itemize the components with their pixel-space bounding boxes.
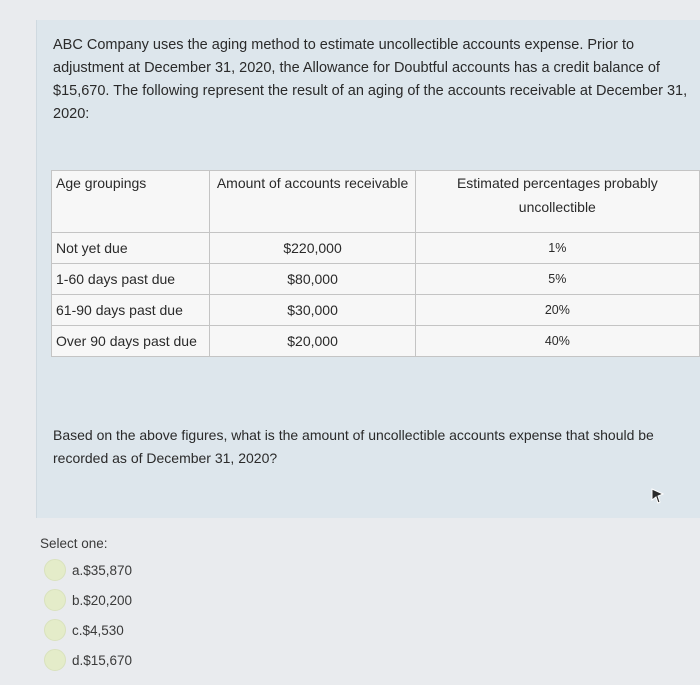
age-group-cell: 1-60 days past due xyxy=(52,264,210,295)
percentage-cell: 1% xyxy=(415,233,699,264)
table-header-row xyxy=(52,171,700,233)
aging-table xyxy=(51,170,700,357)
age-group-cell: Over 90 days past due xyxy=(52,326,210,357)
table-row xyxy=(52,326,700,357)
answer-option-c[interactable] xyxy=(44,617,244,643)
question-panel xyxy=(36,20,700,518)
amount-cell: $30,000 xyxy=(210,295,415,326)
question-prompt: ABC Company uses the aging method to estimate uncollectible accounts expense. Prior to adjustment at December 31, 2020, the Allowance for Doubtful accounts has a credit balance of $15,670. The following represent the result of an aging of the accounts receivable at December 31, 2020: xyxy=(53,37,688,122)
header-estimated-percentage: Estimated percentages probably uncollectible xyxy=(415,171,699,233)
radio-button[interactable] xyxy=(44,589,66,611)
answer-option-d[interactable] xyxy=(44,647,244,673)
answer-option-label: a.$35,870 xyxy=(72,562,133,578)
amount-cell: $20,000 xyxy=(210,326,415,357)
radio-button[interactable] xyxy=(44,559,66,581)
header-age-groupings: Age groupings xyxy=(52,171,210,233)
age-group-cell: 61-90 days past due xyxy=(52,295,210,326)
answer-option-label: b.$20,200 xyxy=(72,592,133,608)
header-amount-receivable: Amount of accounts receivable xyxy=(210,171,415,233)
amount-cell: $220,000 xyxy=(210,233,415,264)
percentage-cell: 5% xyxy=(415,264,699,295)
table-row xyxy=(52,264,700,295)
table-row xyxy=(52,233,700,264)
mouse-cursor-icon xyxy=(651,488,665,504)
table-row xyxy=(52,295,700,326)
amount-cell: $80,000 xyxy=(210,264,415,295)
answer-option-b[interactable] xyxy=(44,587,244,613)
select-one-label: Select one: xyxy=(40,536,108,551)
answer-option-label: d.$15,670 xyxy=(72,652,133,668)
percentage-cell: 40% xyxy=(415,326,699,357)
percentage-cell: 20% xyxy=(415,295,699,326)
answer-option-a[interactable] xyxy=(44,557,244,583)
radio-button[interactable] xyxy=(44,619,66,641)
age-group-cell: Not yet due xyxy=(52,233,210,264)
answer-option-label: c.$4,530 xyxy=(72,622,124,638)
radio-button[interactable] xyxy=(44,649,66,671)
question-follow-up: Based on the above figures, what is the amount of uncollectible accounts expense that should be recorded as of December 31, 2020? xyxy=(53,427,654,466)
